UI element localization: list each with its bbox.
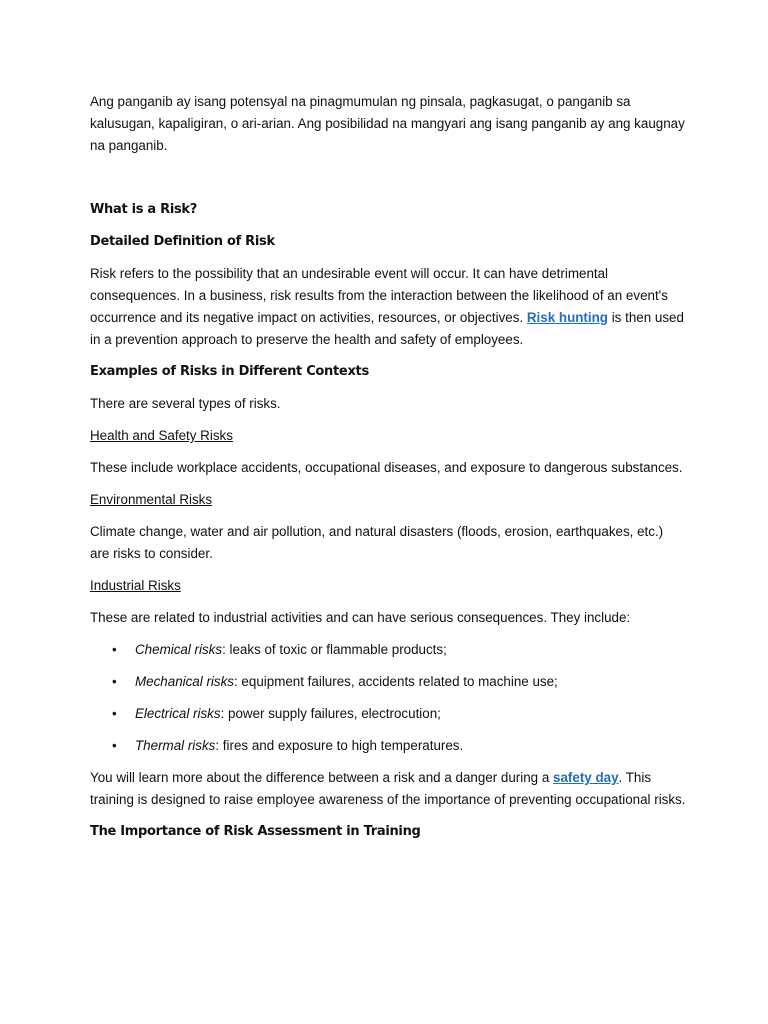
- list-item: [90, 639, 686, 661]
- list-item-term: Thermal risks: [135, 738, 216, 753]
- list-item-desc: : fires and exposure to high temperatures.: [215, 738, 464, 753]
- risk-hunting-link[interactable]: Risk hunting: [526, 310, 608, 325]
- industrial-risk-list: [90, 639, 686, 757]
- industrial-title: Industrial Risks: [90, 578, 181, 593]
- bullet-icon: •: [112, 738, 117, 753]
- types-intro: There are several types of risks.: [90, 396, 281, 411]
- heading-examples: Examples of Risks in Different Contexts: [90, 364, 369, 379]
- closing-paragraph: [90, 767, 686, 811]
- heading-what-is-risk: What is a Risk?: [90, 202, 198, 217]
- heading-detailed-definition: Detailed Definition of Risk: [90, 234, 275, 249]
- document-body: [90, 91, 686, 853]
- intro-paragraph: Ang panganib ay isang potensyal na pinagmumulan ng pinsala, pagkasugat, o panganib sa kalusugan, kapaligiran, o ari-arian. Ang posibilidad na mangyari ang isang panganib ay ang kaugnay na panganib.: [90, 94, 685, 153]
- safety-day-link[interactable]: safety day: [553, 770, 619, 785]
- closing-text-start: You will learn more about the difference between a risk and a danger during a: [90, 770, 554, 785]
- heading-importance: The Importance of Risk Assessment in Training: [90, 824, 421, 839]
- list-item-desc: : equipment failures, accidents related to machine use;: [233, 674, 558, 689]
- bullet-icon: •: [112, 674, 117, 689]
- definition-paragraph: [90, 263, 686, 351]
- bullet-icon: •: [112, 642, 117, 657]
- list-item-term: Chemical risks: [135, 642, 223, 657]
- list-item: [90, 703, 686, 725]
- definition-text-end: is then used in a prevention approach to preserve the health and safety of employees.: [90, 310, 684, 347]
- closing-text-end: . This training is designed to raise employee awareness of the importance of preventing occupational risks.: [90, 770, 686, 807]
- health-safety-text: These include workplace accidents, occupational diseases, and exposure to dangerous substances.: [90, 460, 683, 475]
- list-item: [90, 735, 686, 757]
- list-item-term: Mechanical risks: [135, 674, 234, 689]
- list-item-desc: : leaks of toxic or flammable products;: [222, 642, 447, 657]
- industrial-text: These are related to industrial activities and can have serious consequences. They include:: [90, 610, 631, 625]
- list-item-desc: : power supply failures, electrocution;: [220, 706, 441, 721]
- health-safety-title: Health and Safety Risks: [90, 428, 233, 443]
- bullet-icon: •: [112, 706, 117, 721]
- list-item: [90, 671, 686, 693]
- environmental-title: Environmental Risks: [90, 492, 213, 507]
- definition-text-start: Risk refers to the possibility that an undesirable event will occur. It can have detrimental consequences. In a business, risk results from the interaction between the likelihood of an event's occurrence and its negative impact on activities, resources, or objectives.: [90, 266, 668, 325]
- environmental-text: Climate change, water and air pollution, and natural disasters (floods, erosion, earthquakes, etc.) are risks to consider.: [90, 524, 664, 561]
- list-item-term: Electrical risks: [135, 706, 221, 721]
